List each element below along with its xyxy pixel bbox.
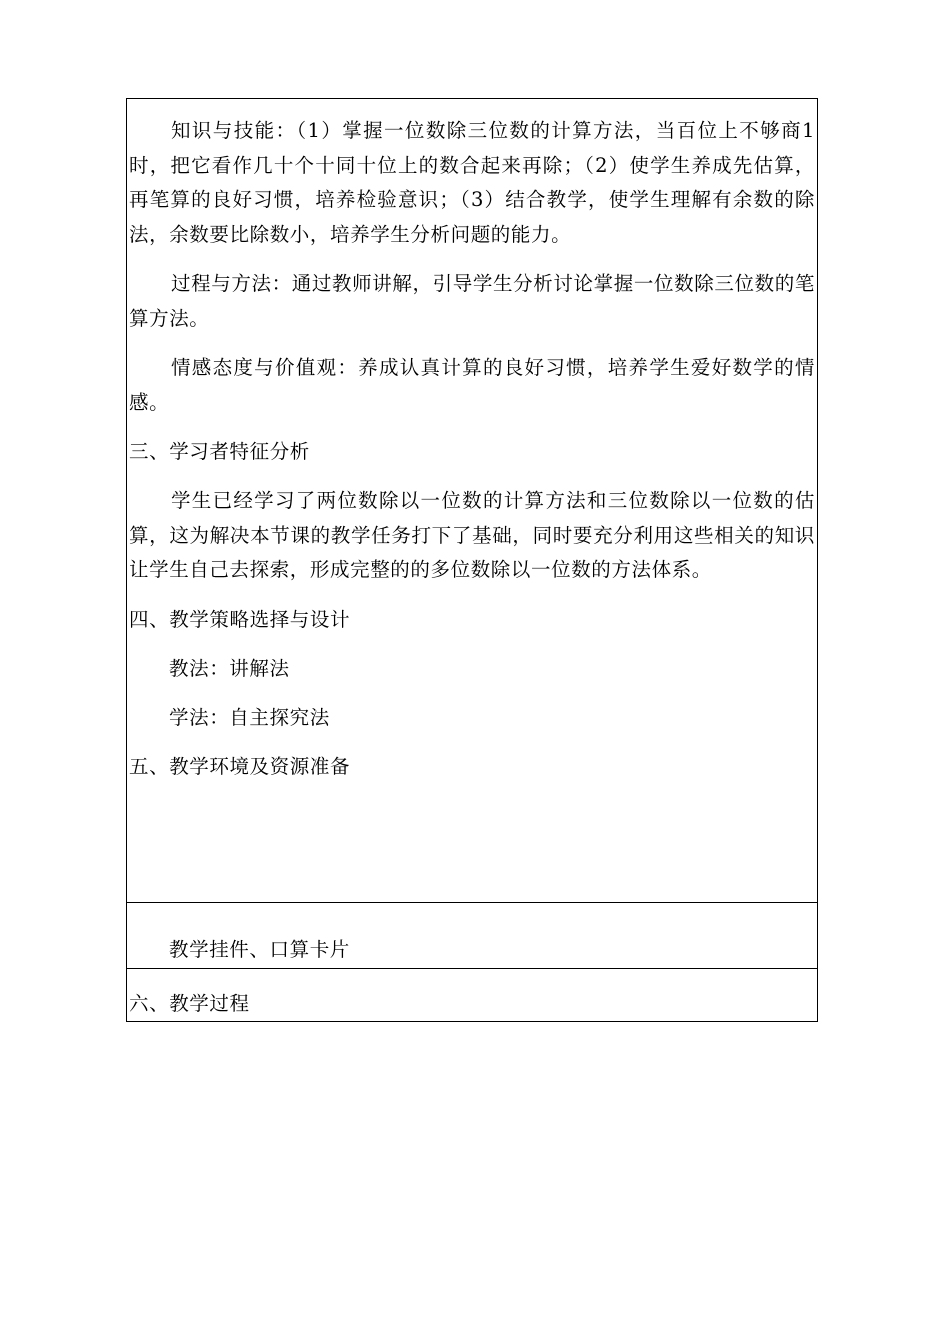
objectives-cell — [127, 99, 817, 903]
learner-analysis-heading: 三、学习者特征分析 — [129, 440, 310, 463]
learner-analysis-paragraph: 学生已经学习了两位数除以一位数的计算方法和三位数除以一位数的估算，这为解决本节课的教学任务打下了基础，同时要充分利用这些相关的知识让学生自己去探索，形成完整的的多位数除以一位数的方法体系。 — [129, 489, 815, 581]
lesson-plan-table — [126, 98, 818, 1022]
resources-line: 教学挂件、口算卡片 — [169, 938, 350, 961]
strategy-heading: 四、教学策略选择与设计 — [129, 607, 351, 631]
emotion-values-paragraph: 情感态度与价值观：养成认真计算的良好习惯，培养学生爱好数学的情感。 — [129, 356, 815, 414]
process-method-paragraph: 过程与方法：通过教师讲解，引导学生分析讨论掌握一位数除三位数的笔算方法。 — [129, 272, 815, 330]
teaching-method-line: 教法：讲解法 — [169, 656, 290, 680]
learning-method-line: 学法：自主探究法 — [169, 705, 330, 729]
environment-heading: 五、教学环境及资源准备 — [129, 754, 351, 778]
teaching-process-heading: 六、教学过程 — [129, 992, 250, 1015]
resources-cell — [127, 903, 817, 969]
knowledge-skills-paragraph: 知识与技能：（1）掌握一位数除三位数的计算方法，当百位上不够商1时，把它看作几十个十同十位上的数合起来再除；（2）使学生养成先估算，再笔算的良好习惯，培养检验意识；（3）结合教学，使学生理解有余数的除法，余数要比除数小，培养学生分析问题的能力。 — [129, 119, 815, 246]
process-cell — [127, 969, 817, 1021]
